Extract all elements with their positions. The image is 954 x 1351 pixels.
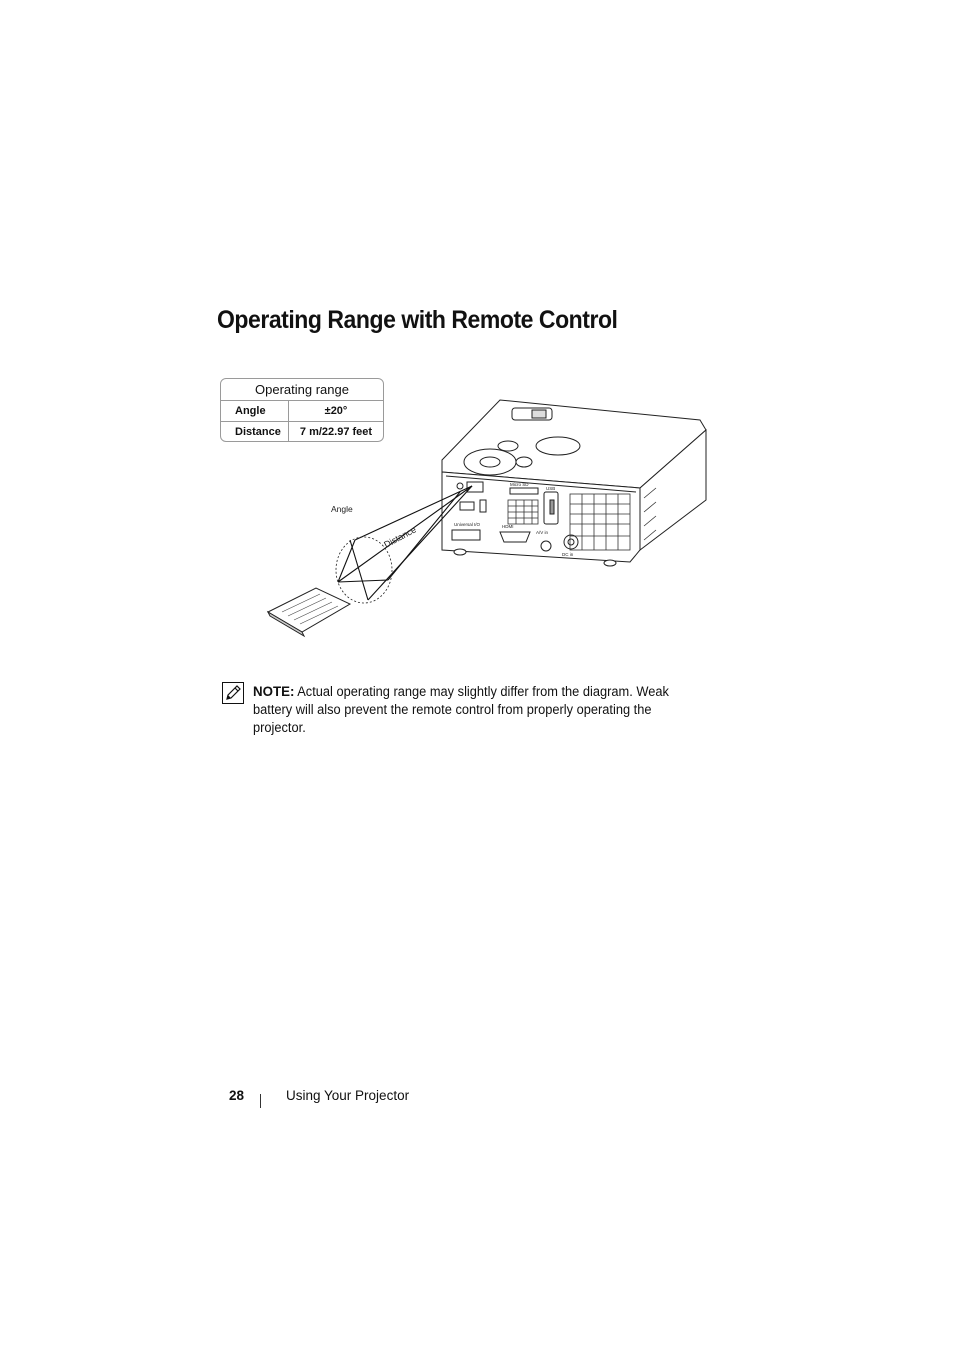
port-label-dc-in: DC in bbox=[562, 552, 574, 557]
angle-label: Angle bbox=[331, 504, 353, 514]
port-label-usb: USB bbox=[546, 486, 556, 491]
port-label-hdmi: HDMI bbox=[502, 524, 514, 529]
distance-label: Distance bbox=[382, 524, 418, 550]
port-label-av-in: A/V in bbox=[536, 530, 549, 535]
pencil-note-icon bbox=[222, 682, 244, 704]
range-row-distance bbox=[221, 421, 383, 442]
range-row-value: ±20° bbox=[324, 405, 348, 417]
note-body: Actual operating range may slightly differ from the diagram. Weak battery will also prevent the remote control from properly operating the projector. bbox=[253, 684, 669, 735]
range-table-header: Operating range bbox=[221, 379, 383, 401]
range-row-label: Angle bbox=[221, 401, 289, 421]
range-row-label: Distance bbox=[221, 422, 289, 442]
port-label-universal-io: Universal I/O bbox=[454, 522, 481, 527]
page-number: 28 bbox=[229, 1088, 245, 1103]
note-text bbox=[253, 682, 671, 737]
port-label-micro-sd: Micro SD bbox=[510, 482, 529, 487]
operating-range-figure bbox=[210, 370, 720, 650]
operating-range-table bbox=[220, 378, 384, 442]
page-title: Operating Range with Remote Control bbox=[217, 306, 618, 334]
footer-divider bbox=[260, 1094, 261, 1108]
range-row-value: 7 m/22.97 feet bbox=[299, 426, 373, 438]
range-row-angle bbox=[221, 401, 383, 421]
section-name: Using Your Projector bbox=[286, 1088, 410, 1103]
note-label: NOTE: bbox=[253, 683, 295, 699]
